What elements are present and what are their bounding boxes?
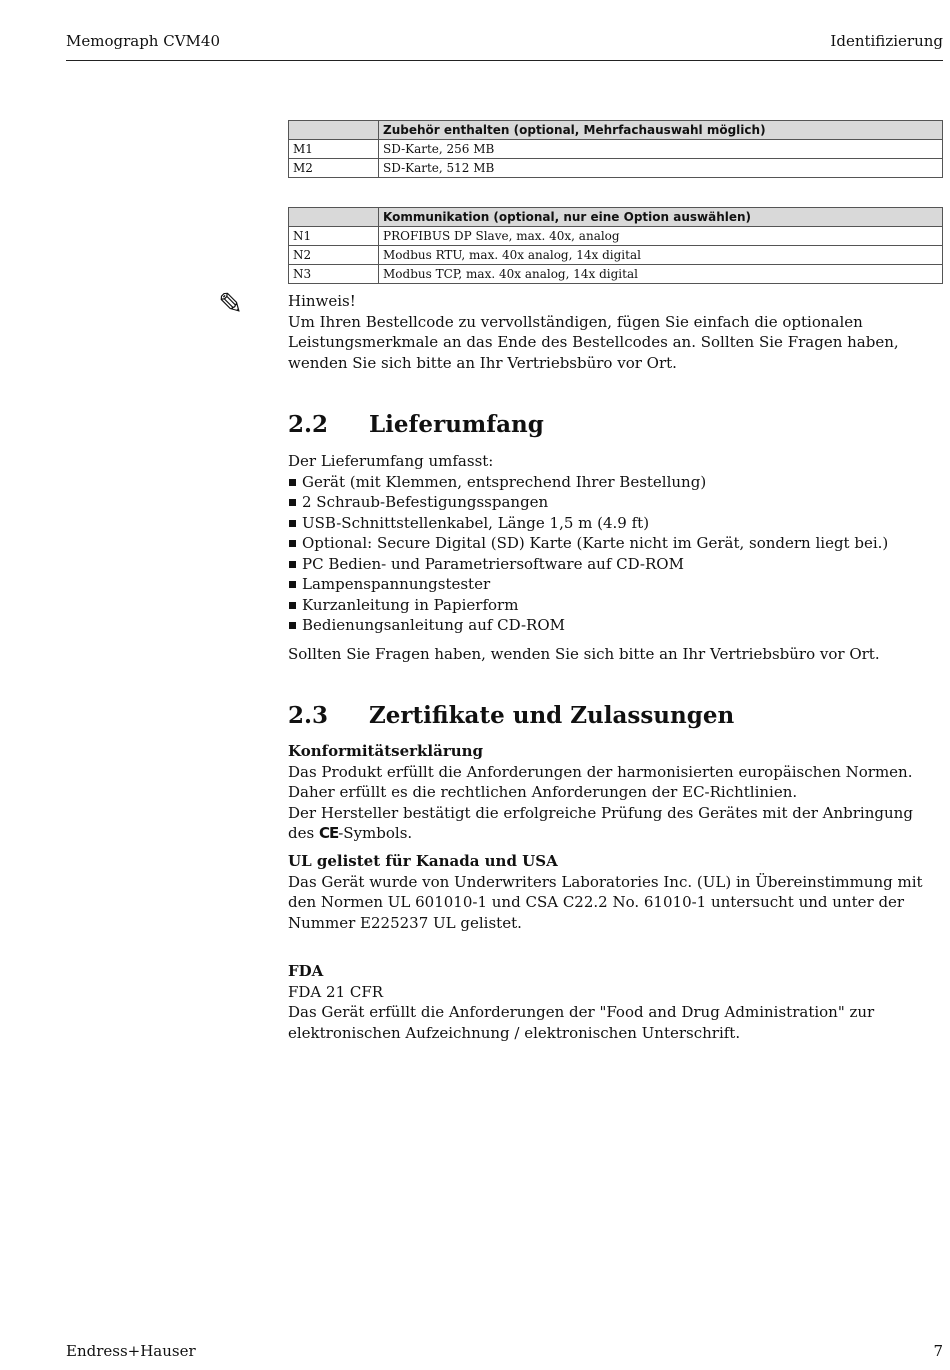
table-title: Zubehör enthalten (optional, Mehrfachauswahl möglich) bbox=[379, 121, 943, 140]
ce-line-text-end: -Symbols. bbox=[338, 824, 413, 842]
conformity-block bbox=[288, 741, 943, 844]
delivery-outro: Sollten Sie Fragen haben, wenden Sie sich bitte an Ihr Vertriebsbüro vor Ort. bbox=[288, 644, 880, 663]
page-number: 7 bbox=[933, 1342, 943, 1360]
header-chapter-title: Identifizierung bbox=[830, 32, 943, 50]
ul-heading: UL gelistet für Kanada und USA bbox=[288, 852, 558, 870]
note-title: Hinweis! bbox=[288, 292, 356, 310]
conformity-heading: Konformitätserklärung bbox=[288, 742, 484, 760]
note-text: Um Ihren Bestellcode zu vervollständigen, fügen Sie einfach die optionalen Leistungsmerkmale an das Ende des Bestellcodes an. Sollten Sie Fragen haben, wenden Sie sich bitte an Ihr Vertriebsbüro vor Ort. bbox=[288, 312, 899, 372]
ul-block bbox=[288, 851, 943, 933]
option-text: Modbus RTU, max. 40x analog, 14x digital bbox=[379, 246, 943, 265]
list-item: USB-Schnittstellenkabel, Länge 1,5 m (4.9 ft) bbox=[288, 513, 943, 534]
note-block bbox=[288, 291, 943, 373]
conformity-ce-line bbox=[288, 803, 943, 844]
table-row bbox=[289, 227, 943, 246]
table-title: Kommunikation (optional, nur eine Option auswählen) bbox=[379, 208, 943, 227]
option-code: M1 bbox=[289, 140, 379, 159]
fda-text: Das Gerät erfüllt die Anforderungen der "Food and Drug Administration" zur elektronischen Aufzeichnung / elektronischen Unterschrift. bbox=[288, 1003, 875, 1042]
list-item: 2 Schraub-Befestigungsspangen bbox=[288, 492, 943, 513]
table-communication bbox=[288, 207, 943, 284]
table-header-code-cell bbox=[289, 208, 379, 227]
header-product-name: Memograph CVM40 bbox=[66, 32, 220, 50]
pencil-icon: ✎ bbox=[218, 287, 244, 322]
option-text: Modbus TCP, max. 40x analog, 14x digital bbox=[379, 265, 943, 284]
table-row bbox=[289, 140, 943, 159]
option-text: SD-Karte, 512 MB bbox=[379, 159, 943, 178]
fda-block bbox=[288, 961, 943, 1043]
ce-mark-icon: CE bbox=[318, 824, 339, 842]
option-code: N3 bbox=[289, 265, 379, 284]
option-code: M2 bbox=[289, 159, 379, 178]
footer-company: Endress+Hauser bbox=[66, 1342, 196, 1360]
section-heading-2-3 bbox=[288, 702, 734, 729]
list-item: PC Bedien- und Parametriersoftware auf CD-ROM bbox=[288, 554, 943, 575]
delivery-scope bbox=[288, 451, 943, 664]
table-accessories bbox=[288, 120, 943, 178]
list-item: Optional: Secure Digital (SD) Karte (Karte nicht im Gerät, sondern liegt bei.) bbox=[288, 533, 943, 554]
section-heading-2-2 bbox=[288, 411, 544, 438]
conformity-text: Das Produkt erfüllt die Anforderungen der harmonisierten europäischen Normen. Daher erfüllt es die rechtlichen Anforderungen der EC-Richtlinien. bbox=[288, 762, 913, 801]
table-row bbox=[289, 246, 943, 265]
ce-line-text: Der Hersteller bestätigt die erfolgreiche Prüfung des Gerätes mit der Anbringung des bbox=[288, 803, 913, 842]
list-item: Lampenspannungstester bbox=[288, 574, 943, 595]
option-text: SD-Karte, 256 MB bbox=[379, 140, 943, 159]
option-code: N2 bbox=[289, 246, 379, 265]
table-header-code-cell bbox=[289, 121, 379, 140]
list-item: Kurzanleitung in Papierform bbox=[288, 595, 943, 616]
section-number: 2.3 bbox=[288, 702, 329, 729]
delivery-intro: Der Lieferumfang umfasst: bbox=[288, 452, 494, 470]
list-item: Gerät (mit Klemmen, entsprechend Ihrer Bestellung) bbox=[288, 472, 943, 493]
table-row bbox=[289, 265, 943, 284]
delivery-list bbox=[288, 472, 943, 636]
fda-heading: FDA bbox=[288, 962, 324, 980]
list-item: Bedienungsanleitung auf CD-ROM bbox=[288, 615, 943, 636]
fda-subheading: FDA 21 CFR bbox=[288, 982, 384, 1001]
page-footer bbox=[66, 1342, 943, 1360]
ul-text: Das Gerät wurde von Underwriters Laboratories Inc. (UL) in Übereinstimmung mit den Normen UL 601010-1 und CSA C22.2 No. 61010-1 untersucht und unter der Nummer E225237 UL gelistet. bbox=[288, 872, 923, 932]
section-number: 2.2 bbox=[288, 411, 329, 438]
table-header-row bbox=[289, 208, 943, 227]
option-code: N1 bbox=[289, 227, 379, 246]
section-title: Zertifikate und Zulassungen bbox=[369, 702, 735, 729]
table-header-row bbox=[289, 121, 943, 140]
page-header bbox=[66, 32, 943, 61]
option-text: PROFIBUS DP Slave, max. 40x, analog bbox=[379, 227, 943, 246]
table-row bbox=[289, 159, 943, 178]
section-title: Lieferumfang bbox=[369, 411, 544, 438]
